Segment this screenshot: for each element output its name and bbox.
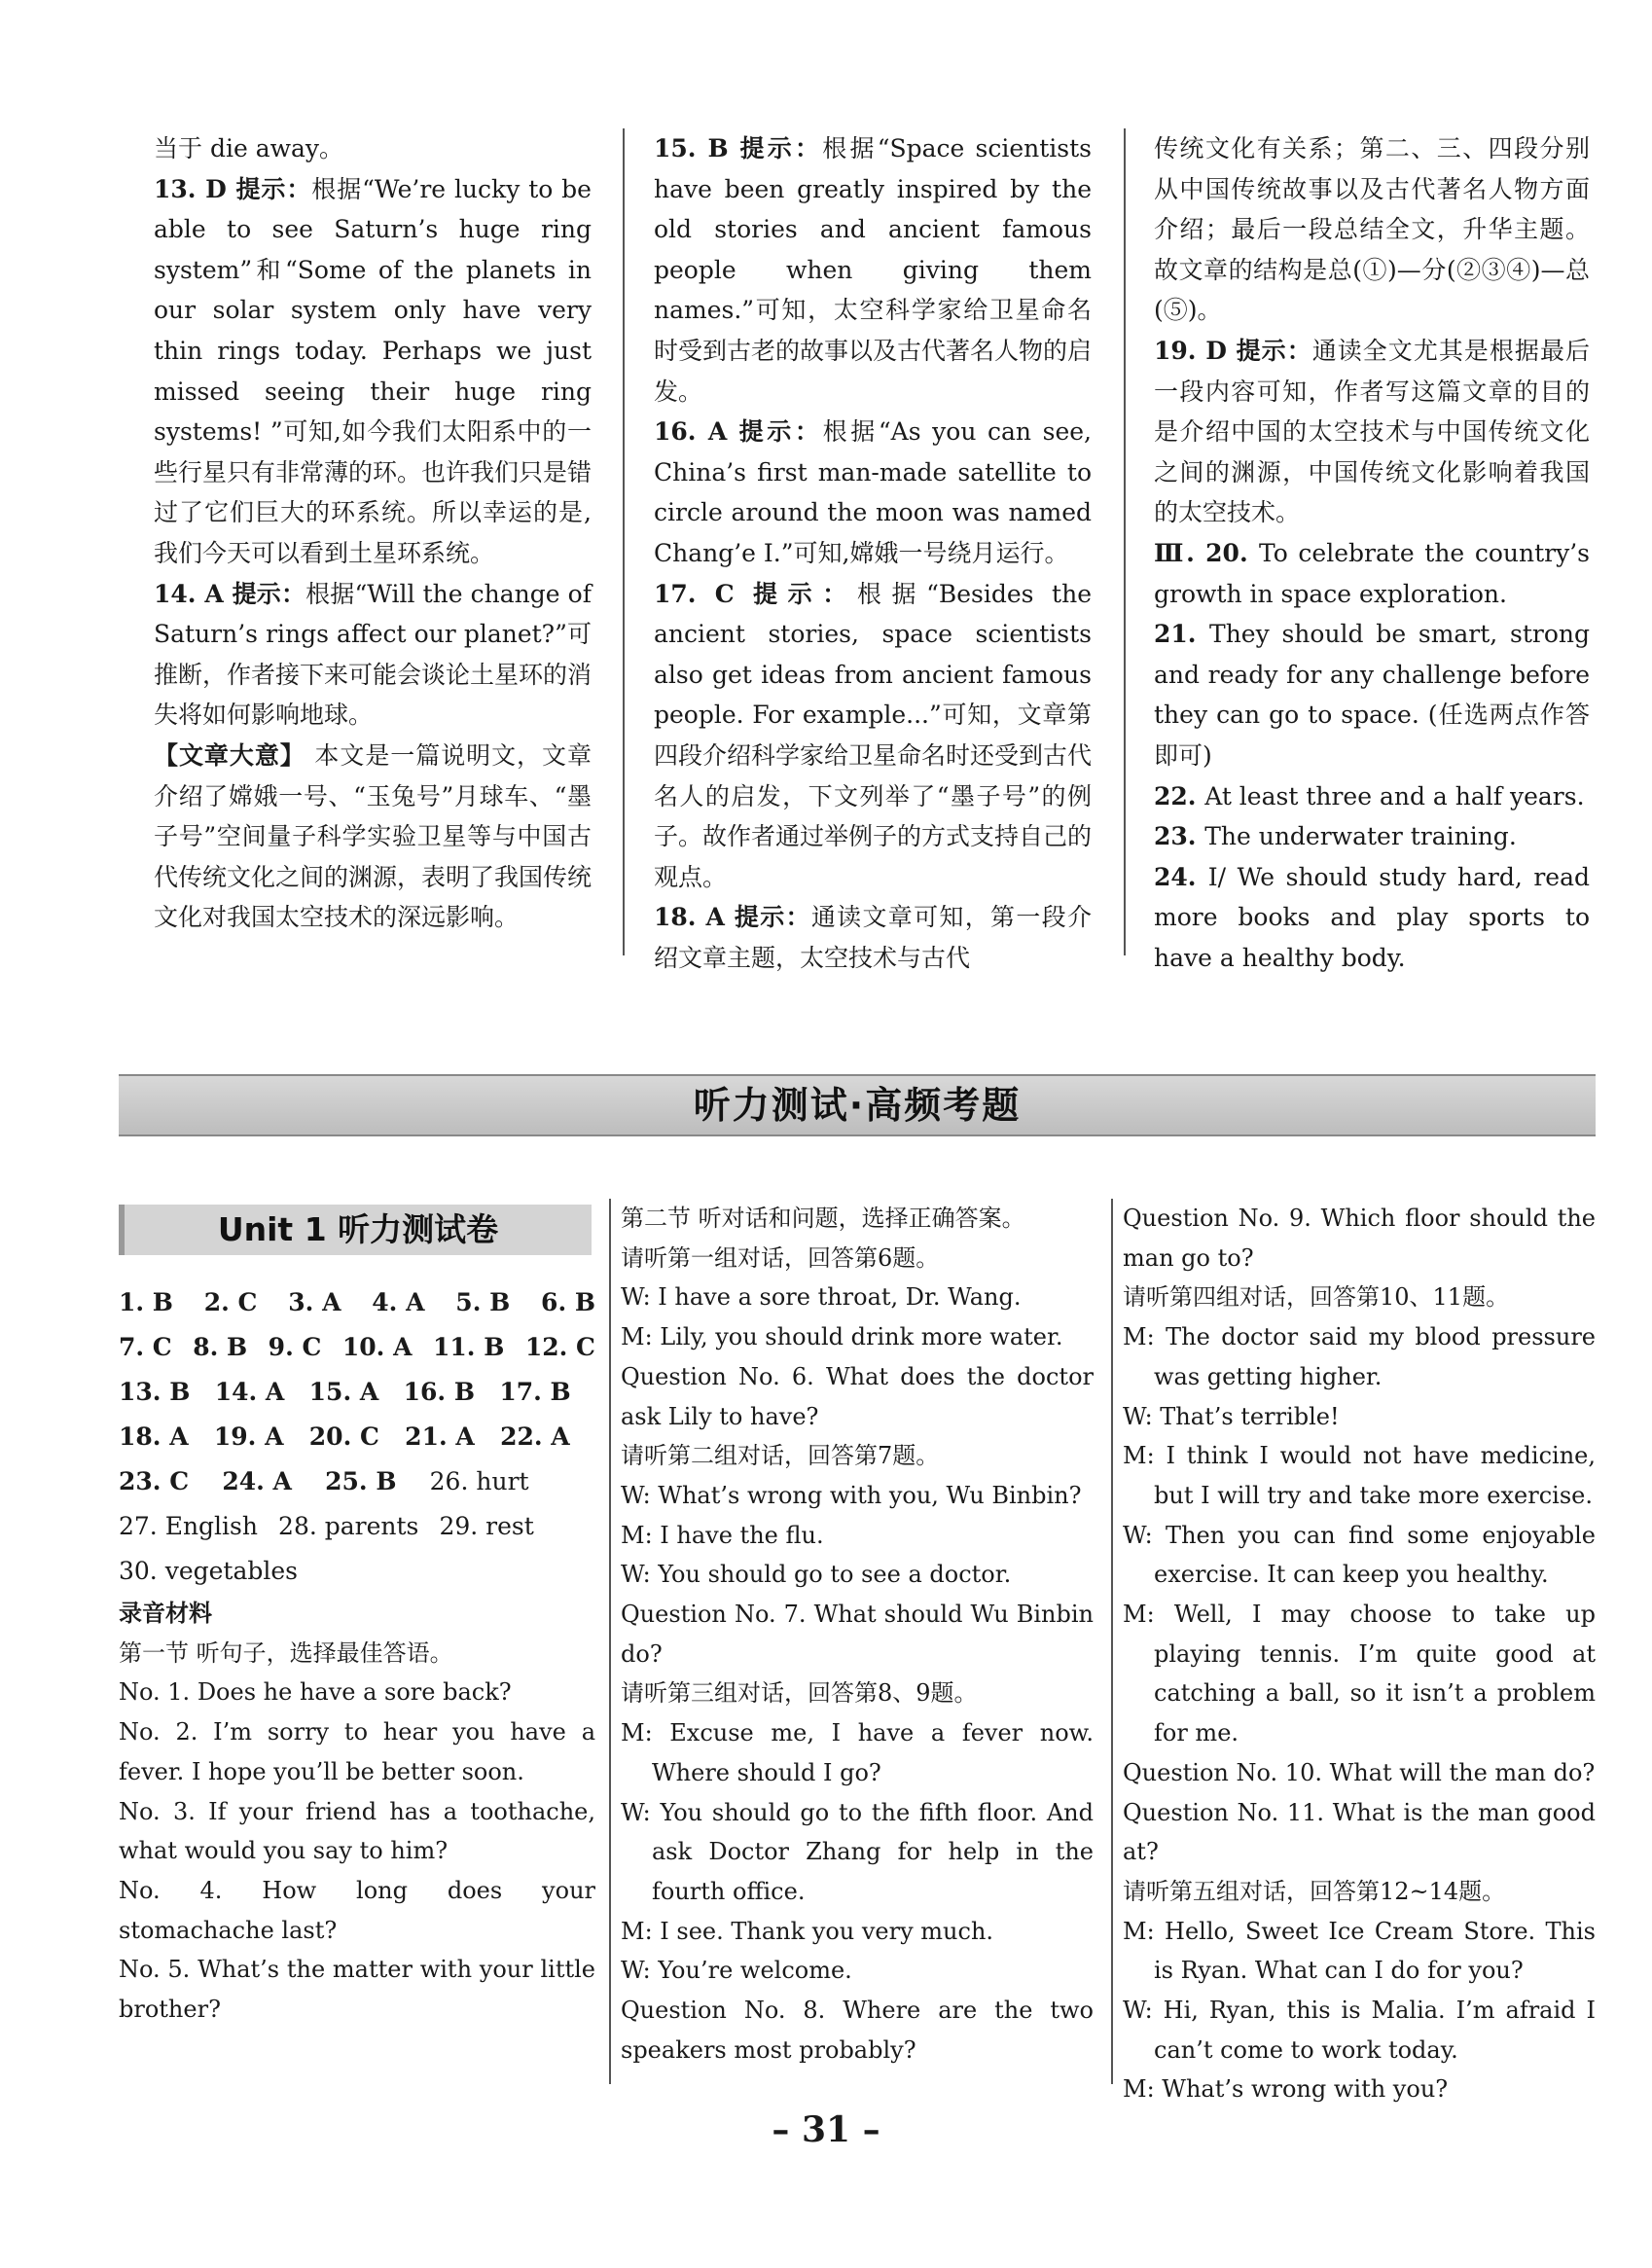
transcript-line: Question No. 10. What will the man do?	[1123, 1758, 1596, 1786]
transcript-line: M: Well, I may choose to take up playing tennis. I’m quite good at catching a ball, so it isn’t a problem for me.	[1123, 1601, 1596, 1747]
answer-item: 12. C	[524, 1333, 595, 1361]
column-divider	[623, 128, 625, 955]
explanation-text: The underwater training.	[1204, 822, 1517, 851]
explanation-paragraph	[1154, 857, 1590, 979]
transcript-line: Question No. 7. What should Wu Binbin do?	[621, 1601, 1094, 1668]
explanation-text: I/ We should study hard, read more books and play sports to have a healthy body.	[1154, 862, 1590, 972]
column-divider	[1111, 1199, 1113, 2084]
answer-item: 3. A	[288, 1288, 341, 1316]
transcript-line: 第一节 听句子，选择最佳答语。	[119, 1638, 453, 1667]
transcript-line: M: The doctor said my blood pressure was getting higher.	[1123, 1323, 1596, 1390]
question-number: 14. A	[154, 579, 233, 608]
answer-row	[119, 1549, 595, 1594]
explanation-text: 通读文章可知，第一段介绍文章主题，太空技术与古代	[654, 903, 1092, 972]
answer-item: 17. B	[499, 1378, 571, 1406]
answer-item: 25. B	[325, 1467, 397, 1495]
answer-item: 18. A	[119, 1422, 189, 1451]
transcript-line: W: Hi, Ryan, this is Malia. I’m afraid I can’t come to work today.	[1123, 1997, 1596, 2064]
transcript-line: 请听第一组对话，回答第6题。	[621, 1243, 940, 1272]
question-number: 18. A	[654, 903, 735, 932]
answer-item: 24. A	[222, 1467, 292, 1495]
question-number: 【文章大意】	[154, 740, 315, 770]
top-column-2	[654, 128, 1092, 978]
transcript-heading: 录音材料	[119, 1600, 212, 1627]
transcript-line: No. 5. What’s the matter with your little brother?	[119, 1956, 595, 2024]
banner-title: 听力测试·高频考题	[693, 1084, 1022, 1127]
explanation-paragraph	[154, 574, 592, 736]
transcript-line: W: You should go to see a doctor.	[621, 1561, 1012, 1589]
answer-item: 21. A	[405, 1422, 475, 1451]
explanation-text: 根据“Space scientists have been greatly inspired by the old stories and ancient famous people when giving them names.”可知，太空科学家给卫星命名时受到古老的故事以及古代著名人物的启发。	[654, 134, 1093, 406]
answer-item: 23. C	[119, 1467, 190, 1495]
question-number: 15. B	[654, 134, 740, 162]
answer-item: 29. rest	[439, 1512, 534, 1540]
explanation-paragraph	[1154, 776, 1590, 817]
hint-label: 提示：	[232, 579, 306, 608]
transcript-line: No. 1. Does he have a sore back?	[119, 1678, 512, 1707]
answer-row	[119, 1325, 595, 1370]
explanation-text: 传统文化有关系；第二、三、四段分别从中国传统故事以及古代著名人物方面介绍；最后一段总结全文，升华主题。故文章的结构是总(①)—分(②③④)—总(⑤)。	[1154, 134, 1590, 325]
answer-row	[119, 1370, 595, 1415]
answer-item: 9. C	[268, 1333, 322, 1361]
transcript-line: No. 4. How long does your stomachache last?	[119, 1876, 595, 1944]
hint-label: 提示：	[753, 579, 857, 608]
transcript-line: W: You’re welcome.	[621, 1957, 852, 1985]
column-divider	[1124, 128, 1126, 955]
section-banner	[119, 1074, 1596, 1136]
transcript-line: 请听第三组对话，回答第8、9题。	[621, 1679, 978, 1708]
question-number: 24.	[1154, 862, 1208, 891]
answer-item: 27. English	[119, 1512, 258, 1540]
question-number: 17. C	[654, 579, 754, 608]
question-number: 16. A	[654, 417, 739, 447]
transcript-line: 请听第五组对话，回答第12~14题。	[1123, 1877, 1506, 1905]
answer-item: 10. A	[341, 1333, 413, 1361]
answer-row	[119, 1280, 595, 1325]
transcript-line: 第二节 听对话和问题，选择正确答案。	[621, 1205, 1025, 1232]
answer-item: 4. A	[372, 1288, 425, 1316]
explanation-paragraph	[654, 128, 1092, 412]
answer-item: 20. C	[308, 1422, 379, 1451]
unit-title: Unit 1 听力测试卷	[217, 1210, 499, 1248]
answer-item: 19. A	[213, 1422, 284, 1451]
question-number: Ⅲ. 20.	[1154, 538, 1260, 567]
answer-item: 16. B	[403, 1378, 475, 1406]
column-divider	[609, 1199, 611, 2084]
explanation-text: 根据“As you can see, China’s first man-made satellite to circle around the moon was named Chang’e Ⅰ.”可知,嫦娥一号绕月运行。	[654, 417, 1092, 567]
explanation-paragraph	[154, 736, 592, 938]
transcript-line: Question No. 9. Which floor should the man go to?	[1123, 1205, 1596, 1272]
answer-item: 15. A	[308, 1378, 379, 1406]
hint-label: 提示：	[734, 903, 811, 932]
explanation-paragraph	[654, 897, 1092, 978]
explanation-paragraph	[154, 128, 592, 169]
explanation-paragraph	[1154, 816, 1590, 857]
transcript-line: M: I see. Thank you very much.	[621, 1917, 994, 1945]
explanation-paragraph	[1154, 128, 1590, 331]
explanation-text: 根据“Besides the ancient stories, space scientists also get ideas from ancient famous people. For example...”可知，文章第四段介绍科学家给卫星命名时还受到古代名人的启发，下文列举了“墨子号”的例子。故作者通过举例子的方式支持自己的观点。	[654, 579, 1093, 891]
answer-item: 1. B	[119, 1288, 173, 1316]
transcript-line: W: What’s wrong with you, Wu Binbin?	[621, 1481, 1082, 1509]
question-number: 23.	[1154, 822, 1205, 851]
explanation-text: 当于 die away。	[154, 134, 344, 162]
explanation-paragraph	[1154, 614, 1590, 775]
answer-item: 5. B	[455, 1288, 511, 1316]
answer-item: 13. B	[119, 1378, 191, 1406]
answer-key	[119, 1280, 595, 1594]
explanation-text: 通读全文尤其是根据最后一段内容可知，作者写这篇文章的目的是介绍中国的太空技术与中国传统文化之间的渊源，中国传统文化影响着我国的太空技术。	[1154, 336, 1590, 527]
transcript-line: M: I have the flu.	[621, 1521, 824, 1549]
explanation-text: They should be smart, strong and ready for any challenge before they can go to space. (任选两点作答即可)	[1154, 620, 1590, 770]
hint-label: 提示：	[739, 134, 823, 162]
question-number: 19. D	[1154, 336, 1237, 365]
explanation-paragraph	[154, 169, 592, 574]
explanation-paragraph	[654, 412, 1092, 573]
top-column-3	[1154, 128, 1590, 978]
transcript-line: No. 3. If your friend has a toothache, what would you say to him?	[119, 1797, 595, 1865]
hint-label: 提示：	[738, 417, 823, 447]
explanation-text: 本文是一篇说明文，文章介绍了嫦娥一号、“玉兔号”月球车、“墨子号”空间量子科学实验卫星等与中国古代传统文化之间的渊源，表明了我国传统文化对我国太空技术的深远影响。	[154, 740, 593, 932]
transcript-line: 请听第四组对话，回答第10、11题。	[1123, 1283, 1510, 1312]
top-column-1	[154, 128, 592, 938]
answer-item: 7. C	[119, 1333, 172, 1361]
answer-item: 30. vegetables	[119, 1557, 298, 1585]
answer-item: 14. A	[214, 1378, 285, 1406]
transcript-line: W: That’s terrible!	[1123, 1402, 1340, 1430]
transcript-line: Question No. 8. Where are the two speakers most probably?	[621, 1997, 1094, 2064]
answer-item: 6. B	[541, 1288, 595, 1316]
answer-row	[119, 1415, 595, 1459]
transcript-line: W: You should go to the fifth floor. And ask Doctor Zhang for help in the fourth office.	[621, 1798, 1094, 1905]
transcript-line: M: Lily, you should drink more water.	[621, 1323, 1063, 1351]
answer-row	[119, 1459, 595, 1504]
transcript-column-3	[1123, 1199, 1596, 2109]
transcript-line: W: Then you can find some enjoyable exercise. It can keep you healthy.	[1123, 1521, 1596, 1589]
answer-item: 26. hurt	[429, 1467, 529, 1495]
transcript-line: M: Hello, Sweet Ice Cream Store. This is Ryan. What can I do for you?	[1123, 1917, 1596, 1985]
answer-item: 8. B	[193, 1333, 248, 1361]
question-number: 22.	[1154, 781, 1205, 810]
explanation-text: At least three and a half years.	[1204, 781, 1585, 810]
transcript-line: M: Excuse me, I have a fever now. Where should I go?	[621, 1719, 1094, 1786]
transcript-column-2	[621, 1199, 1094, 2070]
transcript-column-1	[119, 1594, 595, 2030]
transcript-line: W: I have a sore throat, Dr. Wang.	[621, 1283, 1022, 1312]
transcript-line: M: I think I would not have medicine, but I will try and take more exercise.	[1123, 1442, 1596, 1509]
answer-item: 2. C	[203, 1288, 258, 1316]
page-number: – 31 –	[772, 2109, 880, 2150]
explanation-text: To celebrate the country’s growth in space exploration.	[1154, 538, 1590, 608]
explanation-text: 根据“We’re lucky to be able to see Saturn’s huge ring system”和“Some of the planets in our solar system only have very thin rings today. Perhaps we just missed seeing their huge ring systems! ”可知,如今我们太阳系中的一些行星只有非常薄的环。也许我们只是错过了它们巨大的环系统。所以幸运的是,我们今天可以看到土星环系统。	[154, 174, 593, 567]
explanation-text: 根据“Will the change of Saturn’s rings affect our planet?”可推断，作者接下来可能会谈论土星环的消失将如何影响地球。	[154, 579, 593, 730]
question-number: 13. D	[154, 174, 236, 203]
explanation-paragraph	[654, 574, 1092, 898]
explanation-paragraph	[1154, 533, 1590, 614]
answer-item: 22. A	[500, 1422, 570, 1451]
answer-item: 11. B	[433, 1333, 505, 1361]
hint-label: 提示：	[235, 174, 312, 203]
explanation-paragraph	[1154, 331, 1590, 533]
answer-row	[119, 1504, 595, 1549]
transcript-line: No. 2. I’m sorry to hear you have a fever. I hope you’ll be better soon.	[119, 1718, 595, 1785]
question-number: 21.	[1154, 620, 1210, 649]
transcript-line: 请听第二组对话，回答第7题。	[621, 1442, 940, 1470]
transcript-line: M: What’s wrong with you?	[1123, 2075, 1449, 2104]
transcript-line: Question No. 11. What is the man good at?	[1123, 1798, 1596, 1866]
answer-item: 28. parents	[278, 1512, 419, 1540]
hint-label: 提示：	[1236, 336, 1312, 365]
transcript-line: Question No. 6. What does the doctor ask Lily to have?	[621, 1362, 1094, 1430]
unit-title-box	[119, 1205, 592, 1255]
